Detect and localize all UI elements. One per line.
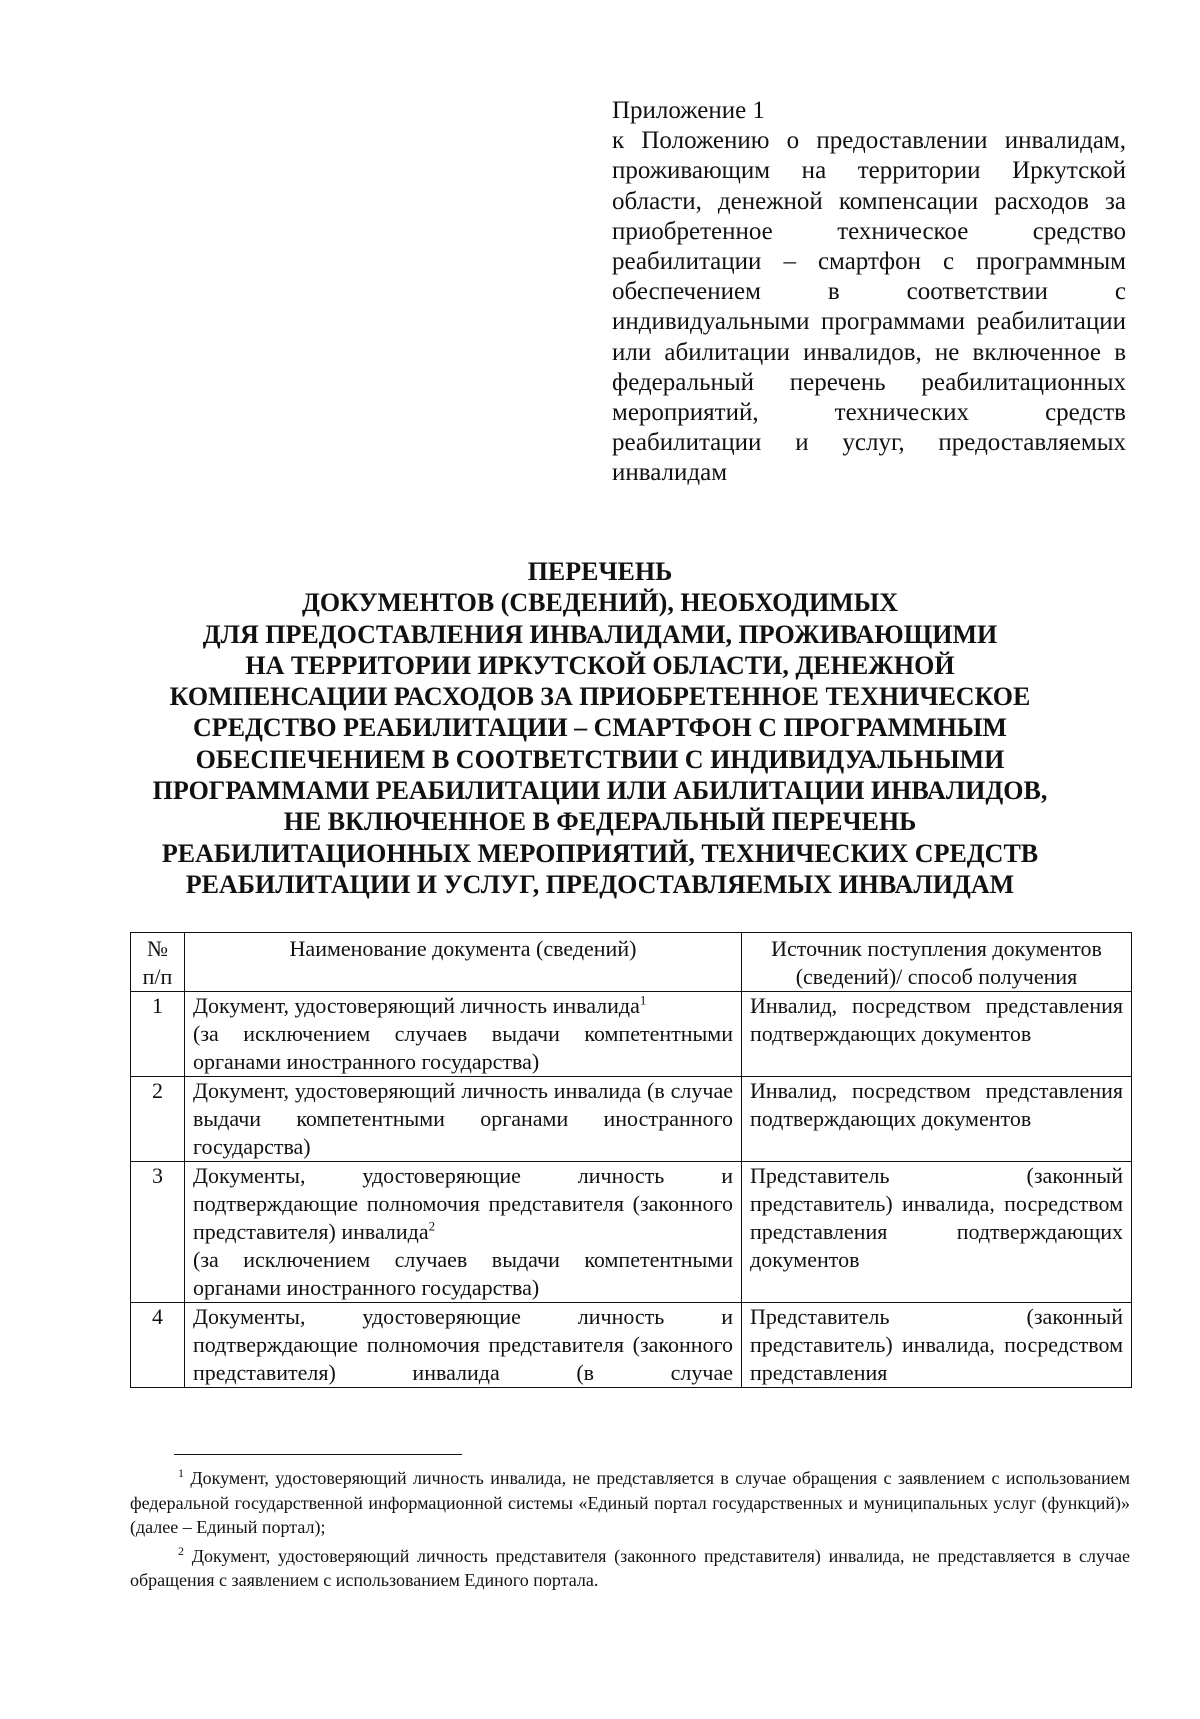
- title-line: НА ТЕРРИТОРИИ ИРКУТСКОЙ ОБЛАСТИ, ДЕНЕЖНОЙ: [245, 650, 955, 680]
- header-number: № п/п: [131, 933, 185, 992]
- row-source: Инвалид, посредством представления подтверждающих документов: [742, 992, 1132, 1077]
- footnote-2: [130, 1544, 1130, 1593]
- footnote-divider: [174, 1454, 462, 1455]
- table-header-row: [131, 933, 1132, 992]
- table-row: [131, 992, 1132, 1077]
- document-name-extra: (за исключением случаев выдачи компетентными органами иностранного государства): [193, 1247, 733, 1300]
- footnote-1: [130, 1466, 1130, 1540]
- footnote-mark: 2: [178, 1543, 184, 1558]
- documents-table: [130, 932, 1132, 1388]
- title-line: ПРОГРАММАМИ РЕАБИЛИТАЦИИ ИЛИ АБИЛИТАЦИИ ИНВАЛИДОВ,: [152, 776, 1048, 806]
- table-row: [131, 1162, 1132, 1303]
- document-name-text: Документ, удостоверяющий личность инвалида: [193, 993, 640, 1018]
- header-document-name: Наименование документа (сведений): [185, 933, 742, 992]
- annex-reference: к Положению о предоставлении инвалидам, проживающим на территории Иркутской области, денежной компенсации расходов за приобретенное техническое средство реабилитации – смартфон с программным обеспечением в соответствии с индивидуальными программами реабилитации или абилитации инвалидов, не включенное в федеральный перечень реабилитационных мероприятий, технических средств реабилитации и услуг, предоставляемых инвалидам: [612, 127, 1126, 487]
- footnote-text: Документ, удостоверяющий личность инвалида, не представляется в случае обращения с заявлением с использованием федеральной государственной информационной системы «Единый портал государственных и муниципальных услуг (функций)» (далее – Единый портал);: [130, 1468, 1130, 1537]
- document-title: [150, 556, 1050, 900]
- annex-heading: Приложение 1: [612, 97, 765, 124]
- row-document-name: Документ, удостоверяющий личность инвалида (в случае выдачи компетентными органами иностранного государства): [185, 1077, 742, 1162]
- row-document-name: [185, 992, 742, 1077]
- table-row: [131, 1077, 1132, 1162]
- title-line: ОБЕСПЕЧЕНИЕМ В СООТВЕТСТВИИ С ИНДИВИДУАЛЬНЫМИ: [195, 744, 1005, 774]
- annex-block: [612, 96, 1126, 489]
- row-number: 1: [131, 992, 185, 1077]
- title-line: ДЛЯ ПРЕДОСТАВЛЕНИЯ ИНВАЛИДАМИ, ПРОЖИВАЮЩИМИ: [202, 619, 998, 649]
- document-name-text: Документы, удостоверяющие личность и подтверждающие полномочия представителя (законного представителя) инвалида: [193, 1163, 733, 1244]
- title-line: СРЕДСТВО РЕАБИЛИТАЦИИ – СМАРТФОН С ПРОГРАММНЫМ: [193, 713, 1007, 743]
- row-number: 2: [131, 1077, 185, 1162]
- row-source: Представитель (законный представитель) инвалида, посредством представления подтверждающих документов: [742, 1162, 1132, 1303]
- row-source: Представитель (законный представитель) инвалида, посредством представления: [742, 1303, 1132, 1388]
- footnotes: [130, 1466, 1130, 1597]
- footnote-text: Документ, удостоверяющий личность представителя (законного представителя) инвалида, не представляется в случае обращения с заявлением с использованием Единого портала.: [130, 1545, 1131, 1590]
- row-source: Инвалид, посредством представления подтверждающих документов: [742, 1077, 1132, 1162]
- title-line: НЕ ВКЛЮЧЕННОЕ В ФЕДЕРАЛЬНЫЙ ПЕРЕЧЕНЬ: [283, 807, 917, 837]
- table-row: [131, 1303, 1132, 1388]
- title-line: РЕАБИЛИТАЦИИ И УСЛУГ, ПРЕДОСТАВЛЯЕМЫХ ИНВАЛИДАМ: [185, 869, 1015, 899]
- row-number: 4: [131, 1303, 185, 1388]
- footnote-ref: 1: [639, 992, 647, 1008]
- row-number: 3: [131, 1162, 185, 1303]
- title-line: ПЕРЕЧЕНЬ: [527, 557, 673, 586]
- title-line: ДОКУМЕНТОВ (СВЕДЕНИЙ), НЕОБХОДИМЫХ: [301, 588, 899, 618]
- row-document-name: [185, 1162, 742, 1303]
- title-line: КОМПЕНСАЦИИ РАСХОДОВ ЗА ПРИОБРЕТЕННОЕ ТЕХНИЧЕСКОЕ: [169, 682, 1031, 712]
- footnote-mark: 1: [178, 1466, 184, 1480]
- header-source: Источник поступления документов (сведений)/ способ получения: [742, 933, 1132, 992]
- footnote-ref: 2: [428, 1218, 436, 1234]
- document-name-extra: (за исключением случаев выдачи компетентными органами иностранного государства): [193, 1021, 733, 1074]
- title-line: РЕАБИЛИТАЦИОННЫХ МЕРОПРИЯТИЙ, ТЕХНИЧЕСКИХ СРЕДСТВ: [161, 838, 1039, 868]
- row-document-name: Документы, удостоверяющие личность и подтверждающие полномочия представителя (законного представителя) инвалида (в случае: [185, 1303, 742, 1388]
